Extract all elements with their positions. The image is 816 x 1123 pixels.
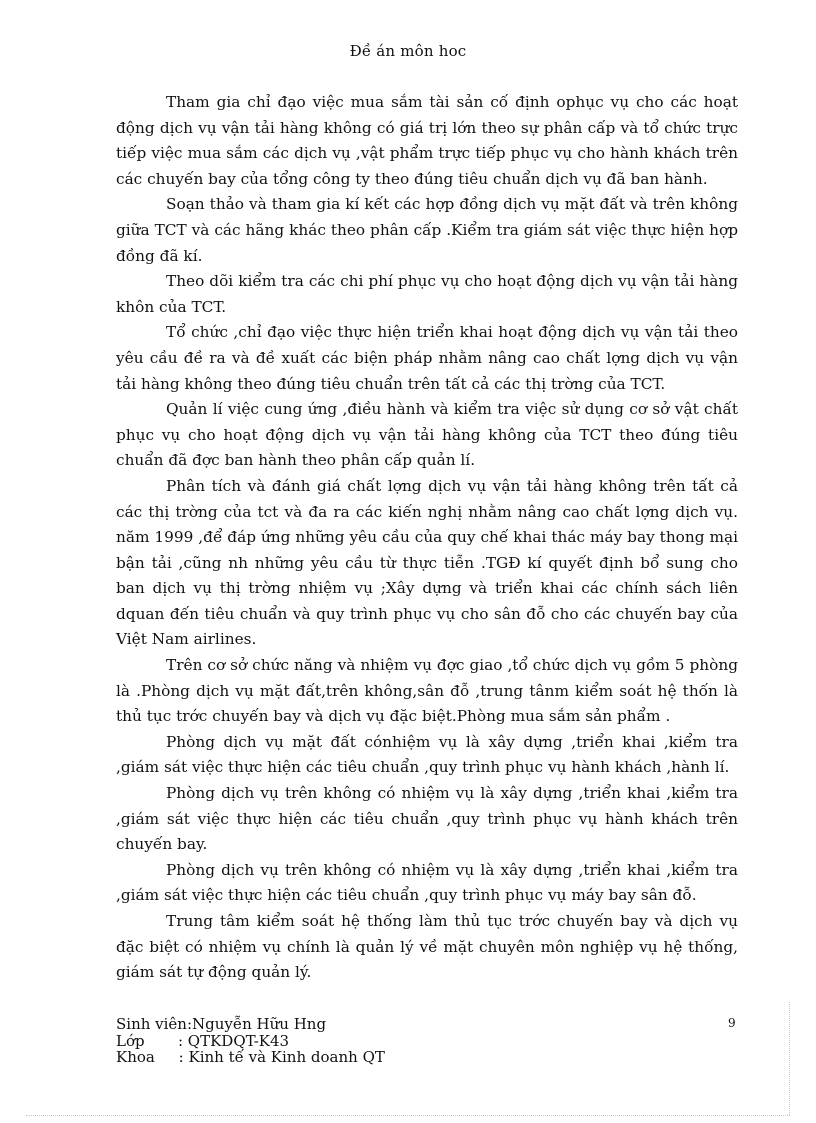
footer-faculty: Khoa : Kinh tế và Kinh doanh QT bbox=[116, 1048, 385, 1066]
document-body bbox=[116, 90, 738, 986]
paragraph: Phòng dịch vụ trên không có nhiệm vụ là xây dựng ,triển khai ,kiểm tra ,giám sát việc thực hiện các tiêu chuẩn ,quy trình phục vụ hành khách trên chuyến bay. bbox=[116, 784, 738, 854]
paragraph: Tham gia chỉ đạo việc mua sắm tài sản cố định ophục vụ cho các hoạt động dịch vụ vận tải hàng không có giá trị lớn theo sự phân cấp và tổ chức trực tiếp việc mua sắm các dịch vụ ,vật phẩm trực tiếp phục vụ cho hành khách trên các chuyến bay của tổng công ty theo đúng tiêu chuẩn dịch vụ đã ban hành. bbox=[116, 93, 738, 188]
paragraph: Trung tâm kiểm soát hệ thống làm thủ tục trớc chuyến bay và dịch vụ đặc biệt có nhiệm vụ chính là quản lý về mặt chuyên môn nghiệp vụ hệ thống, giám sát tự động quản lý. bbox=[116, 912, 738, 982]
paragraph: Phân tích và đánh giá chất lợng dịch vụ vận tải hàng không trên tất cả các thị trờng của tct và đa ra các kiến nghị nhằm nâng cao chất lợng dịch vụ. năm 1999 ,để đáp ứng những yêu cầu của quy chế khai thác máy bay thong mại bận tải ,cũng nh những yêu cầu từ thực tiễn .TGĐ kí quyết định bổ sung cho ban dịch vụ thị trờng nhiệm vụ ;Xây dựng và triển khai các chính sách liên dquan đến tiêu chuẩn và quy trình phục vụ cho sân đỗ cho các chuyến bay của Việt Nam airlines. bbox=[116, 476, 738, 649]
paragraph: Tổ chức ,chỉ đạo việc thực hiện triển khai hoạt động dịch vụ vận tải theo yêu cầu đề ra và đề xuất các biện pháp nhằm nâng cao chất lợng dịch vụ vận tải hàng không theo đúng tiêu chuẩn trên tất cả các thị trờng của TCT. bbox=[116, 323, 738, 393]
paragraph: Trên cơ sở chức năng và nhiệm vụ đợc giao ,tổ chức dịch vụ gồm 5 phòng là .Phòng dịch vụ mặt đất,trên không,sân đỗ ,trung tânm kiểm soát hệ thốn là thủ tục trớc chuyến bay và dịch vụ đặc biệt.Phòng mua sắm sản phẩm . bbox=[116, 656, 738, 726]
paragraph: Phòng dịch vụ trên không có nhiệm vụ là xây dựng ,triển khai ,kiểm tra ,giám sát việc thực hiện các tiêu chuẩn ,quy trình phục vụ máy bay sân đỗ. bbox=[116, 860, 738, 905]
paragraph: Phòng dịch vụ mặt đất cónhiệm vụ là xây dựng ,triển khai ,kiểm tra ,giám sát việc thực hiện các tiêu chuẩn ,quy trình phục vụ hành khách ,hành lí. bbox=[116, 732, 738, 777]
paragraph: Quản lí việc cung ứng ,điều hành và kiểm tra việc sử dụng cơ sở vật chất phục vụ cho hoạt động dịch vụ vận tải hàng không của TCT theo đúng tiêu chuẩn đã đợc ban hành theo phân cấp quản lí. bbox=[116, 400, 738, 470]
page-header-title: Đề án môn hoc bbox=[349, 42, 467, 60]
footer-student: Sinh viên:Nguyễn Hữu Hng bbox=[116, 1015, 327, 1033]
footer-class: Lớp : QTKDQT-K43 bbox=[116, 1031, 290, 1050]
page-right-border bbox=[789, 1002, 790, 1115]
page-number: 9 bbox=[728, 1016, 736, 1030]
page-footer bbox=[116, 1016, 738, 1066]
paragraph: Soạn thảo và tham gia kí kết các hợp đồng dịch vụ mặt đất và trên không giữa TCT và các hãng khác theo phân cấp .Kiểm tra giám sát việc thực hiện hợp đồng đã kí. bbox=[116, 195, 738, 265]
paragraph: Theo dõi kiểm tra các chi phí phục vụ cho hoạt động dịch vụ vận tải hàng khôn của TCT. bbox=[116, 272, 738, 316]
page-bottom-border bbox=[26, 1115, 790, 1116]
